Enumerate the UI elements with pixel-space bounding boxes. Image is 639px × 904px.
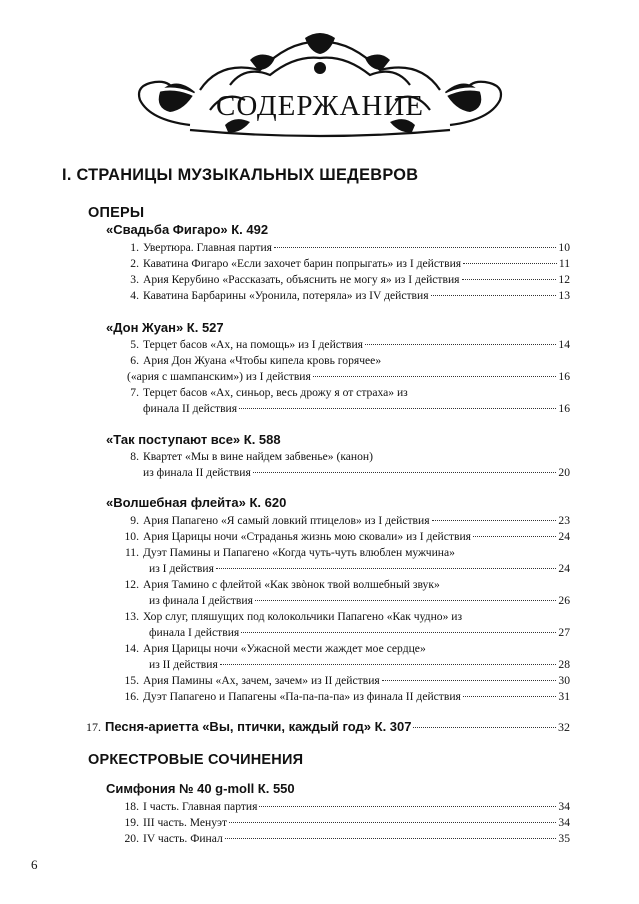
- toc-entry[interactable]: 11. Дуэт Памины и Папагено «Когда чуть-чуть влюблен мужчина» из I действия 24: [124, 546, 570, 575]
- page-ref: 28: [558, 658, 570, 671]
- work-title-don-juan: «Дон Жуан» К. 527: [106, 320, 224, 335]
- work-title-figaro: «Свадьба Фигаро» К. 492: [106, 222, 269, 237]
- toc-entry[interactable]: 9. Ария Папагено «Я самый ловкий птицелов» из I действия 23: [130, 514, 570, 527]
- toc-entry[interactable]: 12. Ария Тамино с флейтой «Как звòнок твой волшебный звук» из финала I действия 26: [124, 578, 570, 607]
- page-ref: 35: [558, 832, 570, 845]
- page-ref: 20: [558, 466, 570, 479]
- toc-entry[interactable]: 2. Каватина Фигаро «Если захочет барин попрыгать» из I действия 11: [130, 257, 570, 270]
- toc-entry[interactable]: 18. I часть. Главная партия 34: [124, 800, 570, 813]
- page-ref: 23: [558, 514, 570, 527]
- page-ref: 16: [558, 370, 570, 383]
- toc-entry[interactable]: 6. Ария Дон Жуана «Чтобы кипела кровь горячее» («ария с шампанским») из I действия 16: [127, 354, 570, 383]
- page-ref: 11: [558, 257, 570, 270]
- page-ref: 27: [558, 626, 570, 639]
- page-title: СОДЕРЖАНИЕ: [216, 90, 424, 122]
- page-ref: 12: [558, 273, 570, 286]
- toc-entry[interactable]: 20. IV часть. Финал 35: [124, 832, 570, 845]
- toc-entry[interactable]: 1. Увертюра. Главная партия 10: [130, 241, 570, 254]
- work-title-symphony: Симфония № 40 g-moll К. 550: [106, 781, 295, 796]
- page-ref: 10: [558, 241, 570, 254]
- toc-entry[interactable]: 8. Квартет «Мы в вине найдем забвенье» (канон) из финала II действия 20: [130, 450, 570, 479]
- toc-entry[interactable]: 3. Ария Керубино «Рассказать, объяснить не могу я» из I действия 12: [130, 273, 570, 286]
- toc-entry[interactable]: 19. III часть. Менуэт 34: [124, 816, 570, 829]
- work-title-cosi: «Так поступают все» К. 588: [106, 432, 281, 447]
- page-ref: 34: [558, 816, 570, 829]
- toc-entry[interactable]: 7. Терцет басов «Ах, синьор, весь дрожу я от страха» из финала II действия 16: [130, 386, 570, 415]
- page-ref: 26: [558, 594, 570, 607]
- toc-entry[interactable]: 10. Ария Царицы ночи «Страданья жизнь мою сковали» из I действия 24: [124, 530, 570, 543]
- category-operas: ОПЕРЫ: [88, 205, 145, 221]
- page-number: 6: [31, 857, 38, 872]
- page-ref: 31: [558, 690, 570, 703]
- page-ref: 32: [558, 720, 570, 734]
- ornamental-header: [130, 30, 510, 150]
- page-ref: 30: [558, 674, 570, 687]
- page-ref: 24: [558, 530, 570, 543]
- page-ref: 16: [558, 402, 570, 415]
- work-title-magic-flute: «Волшебная флейта» К. 620: [106, 495, 287, 510]
- toc-entry[interactable]: 5. Терцет басов «Ах, на помощь» из I действия 14: [130, 338, 570, 351]
- toc-entry[interactable]: 14. Ария Царицы ночи «Ужасной мести жаждет мое сердце» из II действия 28: [124, 642, 570, 671]
- category-orchestral: ОРКЕСТРОВЫЕ СОЧИНЕНИЯ: [88, 752, 304, 768]
- toc-entry[interactable]: 15. Ария Памины «Ах, зачем, зачем» из II действия 30: [124, 674, 570, 687]
- section-heading: I. СТРАНИЦЫ МУЗЫКАЛЬНЫХ ШЕДЕВРОВ: [62, 165, 419, 184]
- toc-entry[interactable]: 16. Дуэт Папагено и Папагены «Па-па-па-па» из финала II действия 31: [124, 690, 570, 703]
- page-ref: 13: [558, 289, 570, 302]
- page-ref: 14: [558, 338, 570, 351]
- toc-entry-song[interactable]: 17. Песня-ариетта «Вы, птички, каждый год» К. 307 32: [86, 719, 570, 734]
- toc-entry[interactable]: 4. Каватина Барбарины «Уронила, потеряла» из IV действия 13: [130, 289, 570, 302]
- toc-entry[interactable]: 13. Хор слуг, пляшущих под колокольчики Папагено «Как чудно» из финала I действия 27: [124, 610, 570, 639]
- page-ref: 24: [558, 562, 570, 575]
- page-ref: 34: [558, 800, 570, 813]
